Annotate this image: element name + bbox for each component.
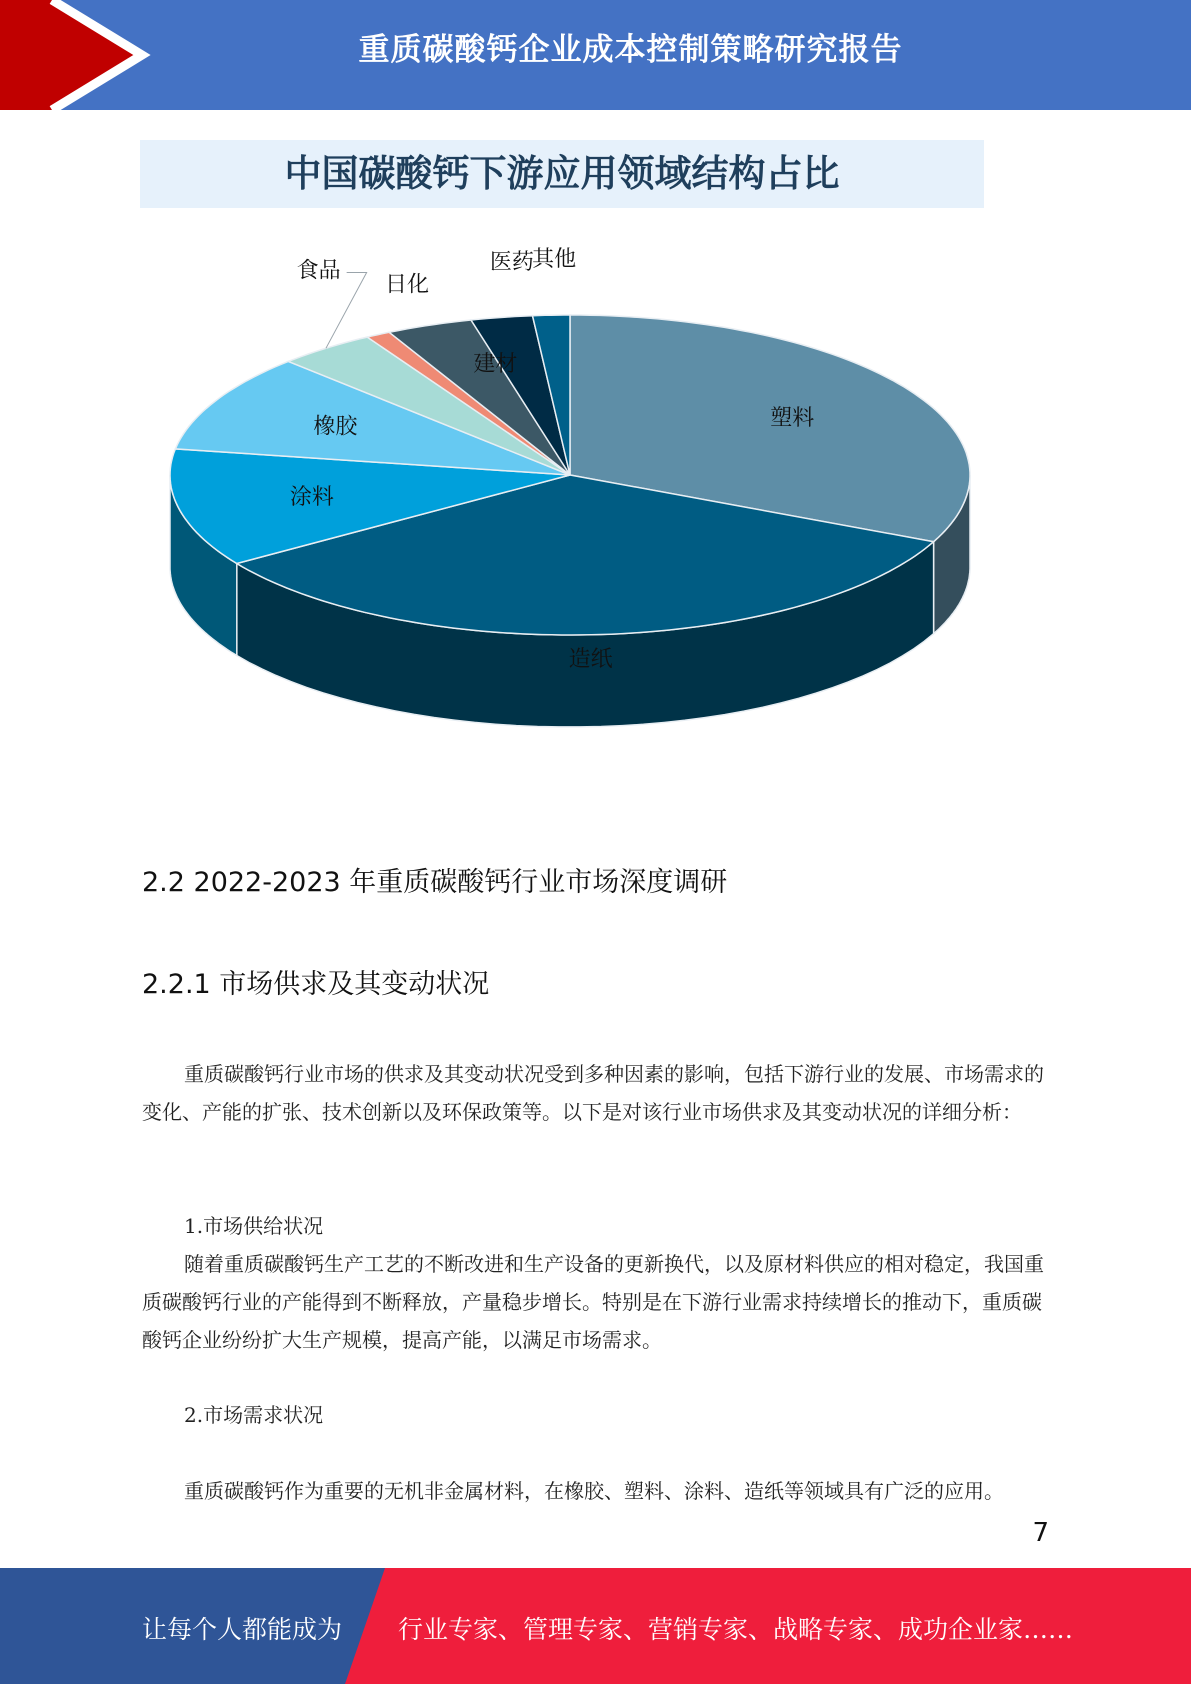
footer-slogan-left: 让每个人都能成为	[142, 1615, 343, 1644]
pie-label-其他: 其他	[532, 247, 577, 273]
pie-chart	[140, 140, 985, 800]
chart-title: 中国碳酸钙下游应用领域结构占比	[284, 152, 840, 195]
pie-label-食品: 食品	[296, 258, 341, 284]
pie-label-塑料: 塑料	[770, 406, 815, 431]
pie-label-造纸: 造纸	[568, 647, 613, 672]
pie-label-橡胶: 橡胶	[313, 414, 358, 440]
page-number: 7	[1032, 1518, 1049, 1548]
footer-slogan-right: 行业专家、管理专家、营销专家、战略专家、成功企业家……	[398, 1615, 1074, 1644]
section-heading: 2.2 2022-2023 年重质碳酸钙行业市场深度调研	[142, 867, 728, 898]
demand-paragraph: 重质碳酸钙作为重要的无机非金属材料，在橡胶、塑料、涂料、造纸等领域具有广泛的应用。	[184, 1479, 1004, 1503]
intro-paragraph: 重质碳酸钙行业市场的供求及其变动状况受到多种因素的影响，包括下游行业的发展、市场需求的变化、产能的扩张、技术创新以及环保政策等。以下是对该行业市场供求及其变动状况的详细分析：	[142, 1062, 1044, 1124]
pie-label-医药: 医药	[489, 250, 534, 276]
supply-heading: 1.市场供给状况	[184, 1214, 324, 1238]
page-header	[0, 0, 1191, 110]
subsection-heading: 2.2.1 市场供求及其变动状况	[142, 969, 490, 1000]
pie-chart-svg	[140, 140, 985, 800]
demand-heading: 2.市场需求状况	[184, 1403, 324, 1427]
pie-leader-line	[326, 273, 367, 349]
pie-slices	[170, 315, 970, 635]
report-title: 重质碳酸钙企业成本控制策略研究报告	[358, 32, 903, 68]
pie-label-日化: 日化	[384, 272, 430, 298]
pie-label-建材: 建材	[473, 352, 518, 378]
pie-label-涂料: 涂料	[289, 485, 334, 511]
supply-paragraph: 随着重质碳酸钙生产工艺的不断改进和生产设备的更新换代，以及原材料供应的相对稳定，我国重质碳酸钙行业的产能得到不断释放，产量稳步增长。特别是在下游行业需求持续增长的推动下，重质碳酸钙企业纷纷扩大生产规模，提高产能，以满足市场需求。	[142, 1252, 1044, 1352]
